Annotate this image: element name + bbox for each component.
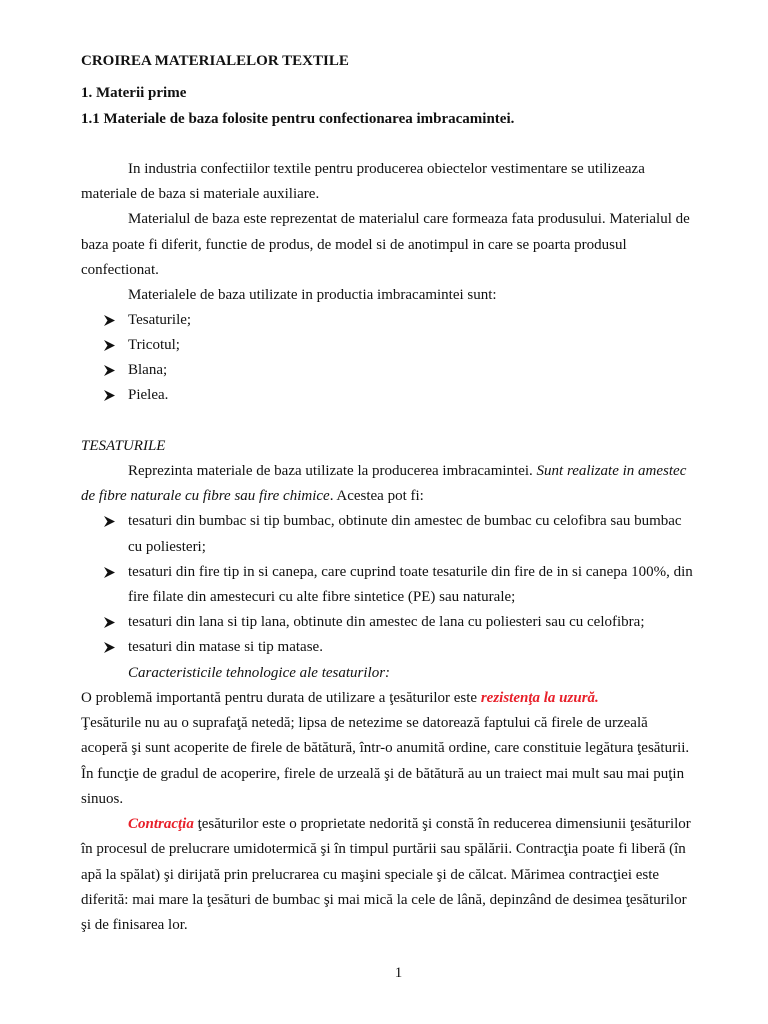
list-item: tesaturi din lana si tip lana, obtinute din amestec de lana cu poliesteri sau cu celofibra; — [128, 614, 645, 630]
list-item-continuation: cu poliesteri; — [128, 539, 206, 555]
italic-text-run: de fibre naturale cu fibre sau fire chimice — [81, 488, 330, 504]
paragraph-line — [128, 462, 686, 480]
subheading-caracteristici: Caracteristicile tehnologice ale tesaturilor: — [128, 665, 391, 681]
list-item: tesaturi din bumbac si tip bumbac, obtinute din amestec de bumbac cu celofibra sau bumbac — [128, 513, 682, 529]
section-heading-1-1: 1.1 Materiale de baza folosite pentru confectionarea imbracamintei. — [81, 111, 515, 127]
paragraph-line: În funcţie de gradul de acoperire, firele de urzeală şi de bătătură au un traiect mai mult sau mai puţin — [81, 766, 685, 782]
paragraph-line — [81, 689, 599, 707]
paragraph-line — [81, 487, 424, 505]
text-run: ţesăturilor este o proprietate nedorită şi constă în reducerea dimensiunii ţesăturilor — [193, 816, 691, 832]
list-item: Pielea. — [128, 387, 169, 403]
paragraph-line: acoperă şi sunt acoperite de firele de bătătură, într-o anumită ordine, care constituie legătura ţesăturii. — [81, 740, 690, 756]
bullet-arrow-icon — [104, 340, 115, 351]
paragraph-line: Materialele de baza utilizate in productia imbracamintei sunt: — [128, 287, 497, 303]
section-heading-1: 1. Materii prime — [81, 85, 187, 101]
paragraph-line: Materialul de baza este reprezentat de materialul care formeaza fata produsului. Materialul de — [128, 211, 690, 227]
document-title: CROIREA MATERIALELOR TEXTILE — [81, 53, 349, 69]
text-run: Reprezinta materiale de baza utilizate la producerea imbracamintei. — [128, 463, 537, 479]
subheading-tesaturile: TESATURILE — [81, 438, 166, 454]
paragraph-line: Ţesăturile nu au o suprafaţă netedă; lipsa de netezime se datorează faptului că firele de urzeală — [81, 715, 648, 731]
paragraph-line: în procesul de prelucrare umidotermică şi în timpul purtării sau spălării. Contracţia poate fi liberă (în — [81, 841, 686, 857]
highlight-term: Contracţia — [128, 816, 194, 832]
bullet-arrow-icon — [104, 365, 115, 376]
list-item: Tesaturile; — [128, 312, 192, 328]
paragraph-line: confectionat. — [81, 262, 159, 278]
text-run: O problemă importantă pentru durata de utilizare a ţesăturilor este — [81, 690, 481, 706]
list-item: Tricotul; — [128, 337, 180, 353]
bullet-arrow-icon — [104, 516, 115, 527]
paragraph-line: materiale de baza si materiale auxiliare. — [81, 186, 320, 202]
list-item: tesaturi din matase si tip matase. — [128, 639, 323, 655]
list-item: Blana; — [128, 362, 168, 378]
bullet-arrow-icon — [104, 617, 115, 628]
paragraph-line: baza poate fi diferit, functie de produs, de model si de anotimpul in care se poarta produsul — [81, 237, 627, 253]
italic-text-run: Sunt realizate in amestec — [536, 463, 687, 479]
bullet-arrow-icon — [104, 642, 115, 653]
paragraph-line: In industria confectiilor textile pentru producerea obiectelor vestimentare se utilizeaza — [128, 161, 645, 177]
list-item-continuation: fire filate din amestecuri cu alte fibre sintetice (PE) sau naturale; — [128, 589, 516, 605]
highlight-term: rezistenţa la uzură. — [480, 690, 599, 706]
list-item: tesaturi din fire tip in si canepa, care cuprind toate tesaturile din fire de in si canepa 100%, din — [128, 564, 693, 580]
paragraph-line: diferită: mai mare la ţesături de bumbac şi mai mică la cele de lână, depinzând de desimea ţesăturilor — [81, 892, 687, 908]
paragraph-line: sinuos. — [81, 791, 124, 807]
page-number: 1 — [394, 965, 403, 981]
bullet-arrow-icon — [104, 390, 115, 401]
paragraph-line: apă la spălat) şi dirijată prin prelucrarea cu maşini speciale şi de călcat. Mărimea contracţiei este — [81, 867, 660, 883]
bullet-arrow-icon — [104, 567, 115, 578]
paragraph-line: şi de finisarea lor. — [81, 917, 188, 933]
text-run: . Acestea pot fi: — [329, 488, 424, 504]
paragraph-line — [128, 815, 691, 833]
bullet-arrow-icon — [104, 315, 115, 326]
